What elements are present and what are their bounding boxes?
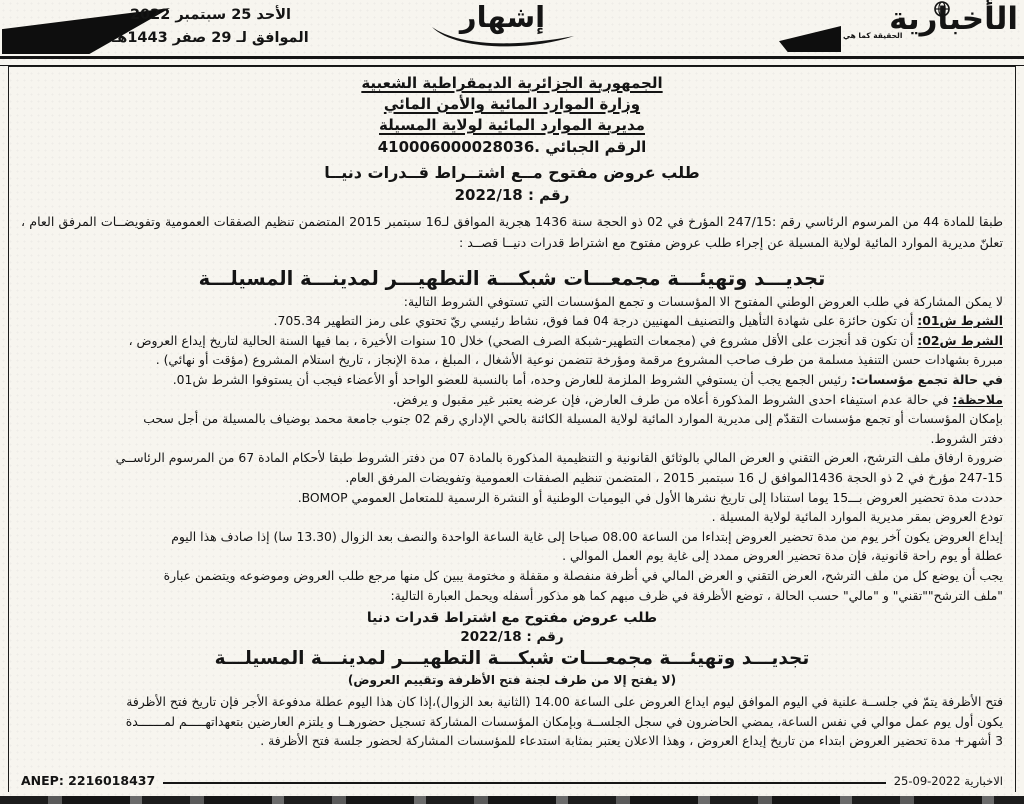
condition-1-label: الشرط ش01:: [917, 313, 1003, 329]
republic-title: الجمهورية الجزائرية الديمقراطية الشعبية: [361, 74, 663, 92]
withdraw-paragraph-line2: دفتر الشروط.: [930, 430, 1003, 446]
note-text: في حالة عدم استيفاء احدى الشروط المذكورة أعلاه من طرف العارض، فإن عرضه يعتبر غير مقبول و يرفض.: [392, 391, 953, 407]
date-gregorian: الأحد 25 سبتمبر 2022: [129, 7, 292, 23]
tax-number-line: الرقم الجبائي .410006000028036: [377, 138, 647, 156]
intro-paragraph: طبقا للمادة 44 من المرسوم الرئاسي رقم :247/15 المؤرخ في 02 ذو الحجة سنة 1436 هجرية الموافق لـ16 سبتمبر 2015 المتضمن تنظيم الصفقات العمومية وتفويضــات المرفق العام ، تعلنّ مديرية الموارد المائية لولاية المسيلة عن إجراء طلب عروض مفتوح مع اشتراط قدرات دنيــا قصــد :: [21, 214, 1003, 250]
withdraw-paragraph-line1: بإمكان المؤسسات أو تجمع مؤسسات التقدّم إلى مديرية الموارد المائية لولاية المسيلة الكائنة بالحي الإداري رقم 02 جنوب جامعة محمد بوضياف بالمسيلة من أجل سحب: [143, 411, 1003, 427]
issue-date-box: [108, 4, 313, 50]
opening-session-line2: يكون أول يوم عمل موالي في نفس الساعة، يمضي الحاضرون في سجل الجلســة وبإمكان المؤسسات المشاركة تسجيل حضورهــا و يلتزم العارضين بتعهداتهـــــم لمـــــــدة: [125, 713, 1003, 729]
logo-title: الأخبارية: [889, 1, 1018, 37]
opening-session-line3: 3 أشهر+ مدة تحضير العروض ابتداء من تاريخ إيداع العروض ، وهذا الاعلان يعتبر بمثابة استدعاء للمؤسسات المشاركة لحضور جلسة فتح الأظرفة .: [260, 733, 1003, 749]
note-label: ملاحظة:: [952, 391, 1003, 407]
globe-icon: [932, 0, 952, 22]
condition-1-line: [21, 311, 1003, 331]
envelope-instructions-line1: يجب أن يوضع كل من ملف الترشح، العرض التقني و العرض المالي في أظرفة منفصلة و مقفلة و مختومة يبين كل منها مرجع طلب العروض وموضوعه ويتضمن عبارة: [163, 567, 1003, 583]
deposit-time-line2: عطلة أو يوم راحة قانونية، فإن مدة تحضير العروض ممدد إلى غاية يوم العمل الموالي .: [562, 548, 1003, 564]
date-hijri: الموافق لـ 29 صفر 1443هـ: [112, 30, 309, 46]
newspaper-logo: [843, 2, 1018, 40]
logo-tagline: الحقيقة كما هي: [843, 31, 903, 40]
group-case-label: في حالة تجمع مؤسسات:: [851, 371, 1003, 387]
condition-2-continuation: مبررة بشهادات حسن التنفيذ مسلمة من طرف صاحب المشروع مرقمة ومؤرخة تتضمن نوعية الأشغال ، المبلغ ، مدة الإنجاز ، تاريخ استلام المشروع (مؤقت أو نهائي) .: [155, 352, 1003, 368]
masthead: [0, 0, 1024, 56]
section-title-ishar: إشهار: [459, 0, 546, 34]
submission-place-line: تودع العروض بمقر مديرية الموارد المائية لولاية المسيلة .: [711, 509, 1003, 525]
directorate-title: مديرية الموارد المائية لولاية المسيلة: [379, 116, 645, 134]
group-case-text: رئيس الجمع يجب أن يستوفي الشروط الملزمة للعارض وحده، أما بالنسبة للعضو الواحد أو الأعضاء فيجب أن يستوفوا الشرط ش01.: [172, 371, 851, 387]
envelope-instructions-line2: "ملف الترشح""تقني" و "مالي" حسب الحالة ، توضع الأظرفة في ظرف مبهم كما هو مذكور أسفله ويحمل العبارة التالية:: [390, 587, 1003, 603]
anep-reference: ANEP: 2216018437: [21, 773, 156, 788]
footer-rule: [163, 782, 886, 784]
documents-paragraph-line1: ضرورة ارفاق ملف الترشح، العرض التقني و العرض المالي بالوثائق القانونية و التنظيمية المذكورة بالمادة 07 من دفتر الشروط طبقا لأحكام المادة 67 من المرسوم الرئاســي: [115, 450, 1003, 466]
section-header: [420, 0, 585, 48]
envelope-project-title: تجديـــد وتهيئـــة مجمعـــات شبكـــة التطهيـــر لمدينـــة المسيلـــة: [214, 648, 810, 670]
condition-2-text: أن تكون قد أنجزت على الأقل مشروع في (مجمعات التطهير-شبكة الصرف الصحي) خلال 10 سنوات الأخيرة ، بما فيها السنة الحالية لتاريخ إيداع العروض ،: [128, 332, 918, 348]
documents-paragraph-line2: 247-15 مؤرخ في 2 ذو الحجة 1436الموافق ل 16 سبتمبر 2015 ، المتضمن تنظيم الصفقات العمومية وتفويضات المرفق العام.: [345, 469, 1003, 485]
tender-number: رقم : 2022/18: [454, 186, 570, 204]
ministry-title: وزارة الموارد المائية والأمن المائي: [383, 95, 641, 113]
envelope-opening-note: (لا يفتح إلا من طرف لجنة فتح الأظرفة وتقييم العروض): [347, 673, 677, 688]
logo-wedge-decoration: [779, 26, 841, 52]
deposit-time-line1: إيداع العروض يكون آخر يوم من مدة تحضير العروض إبتداءا من الساعة 08.00 صباحا إلى غاية الساعة الواحدة والنصف بعد الزوال (13.30 سا) إذا صادف هذا اليوم: [171, 528, 1003, 544]
condition-2-label: الشرط ش02:: [917, 332, 1003, 348]
condition-2-line: [21, 331, 1003, 351]
masthead-divider: [0, 56, 1024, 66]
eligibility-intro: لا يمكن المشاركة في طلب العروض الوطني المفتوح الا المؤسسات و تجمع المؤسسات التي تستوفي الشروط التالية:: [403, 293, 1003, 309]
advert-footer: [21, 773, 1003, 790]
publication-credit-date: الاخبارية 2022-09-25: [893, 774, 1003, 788]
group-case-line: [21, 370, 1003, 390]
tender-notice-body: [8, 66, 1016, 792]
next-section-edge-decoration: [0, 796, 1024, 804]
envelope-tender-title: طلب عروض مفتوح مع اشتراط قدرات دنيا: [366, 610, 658, 627]
note-line: [21, 390, 1003, 410]
project-title-calligraphy: تجديـــد وتهيئـــة مجمعـــات شبكـــة التطهيـــر لمدينـــة المسيلـــة: [198, 266, 826, 290]
opening-session-line1: فتح الأظرفة يتمّ في جلســة علنية في اليوم الموافق ليوم ايداع العروض على الساعة 14.00 (الثانية بعد الزوال)،إذا كان هذا اليوم عطلة مدفوعة الأجر فإن تاريخ فتح الأظرفة: [126, 694, 1003, 710]
condition-1-text: أن تكون حائزة على شهادة التأهيل والتصنيف المهنيين درجة 04 فما فوق، نشاط رئيسي ريّ تحتوي على رمز التطهير 705.34.: [273, 313, 918, 329]
envelope-tender-number: رقم : 2022/18: [460, 629, 564, 646]
preparation-duration-line: حددت مدة تحضير العروض بـــ15 يوما استنادا إلى تاريخ نشرها الأول في اليوميات الوطنية أو النشرة الرسمية للمتعامل العمومي BOMOP.: [297, 489, 1003, 505]
tender-type-title: طلب عروض مفتوح مــع اشتــراط قــدرات دنيــا: [324, 163, 700, 182]
